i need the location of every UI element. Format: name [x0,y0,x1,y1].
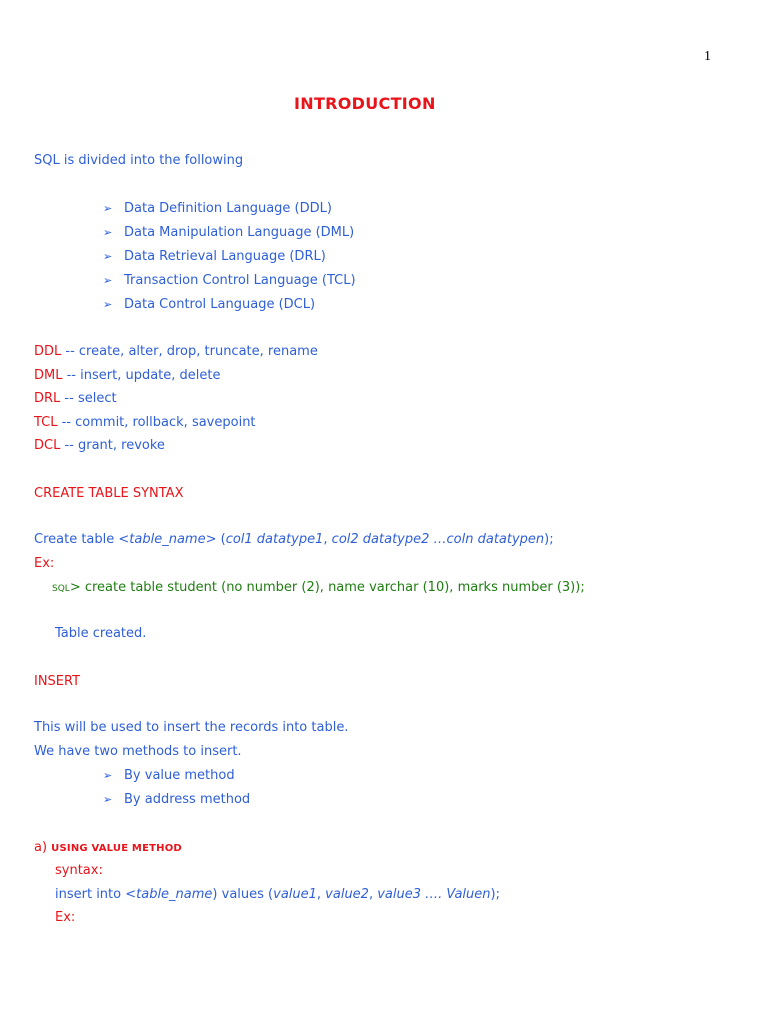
list-item: ➢ Data Retrieval Language (DRL) [103,249,326,264]
list-item: ➢ Data Manipulation Language (DML) [103,225,355,240]
insert-description: We have two methods to insert. [34,744,242,759]
command-line: DML -- insert, update, delete [34,368,221,383]
intro-text: SQL is divided into the following [34,153,244,168]
example-label: Ex: [34,556,55,571]
arrow-bullet-icon: ➢ [103,250,113,263]
list-item: ➢ Transaction Control Language (TCL) [103,273,356,288]
page-number: 1 [704,49,711,64]
arrow-bullet-icon: ➢ [103,769,113,782]
list-item: ➢ By value method [103,768,235,783]
example-label: Ex: [55,910,76,925]
arrow-bullet-icon: ➢ [103,298,113,311]
command-line: DDL -- create, alter, drop, truncate, rename [34,344,318,359]
list-item: ➢ Data Definition Language (DDL) [103,201,332,216]
command-line: DRL -- select [34,391,117,406]
list-item: ➢ Data Control Language (DCL) [103,297,316,312]
command-line: DCL -- grant, revoke [34,438,165,453]
create-syntax: Create table <table_name> (col1 datatype1, col2 datatype2 …coln datatypen); [34,532,554,547]
section-heading: INSERT [34,674,81,689]
section-heading: CREATE TABLE SYNTAX [34,486,184,501]
page-title: INTRODUCTION [294,94,436,113]
arrow-bullet-icon: ➢ [103,226,113,239]
insert-syntax: insert into <table_name) values (value1, value2, value3 …. Valuen); [55,887,500,902]
list-item: ➢ By address method [103,792,251,807]
arrow-bullet-icon: ➢ [103,202,113,215]
insert-description: This will be used to insert the records into table. [34,720,349,735]
command-line: TCL -- commit, rollback, savepoint [34,415,256,430]
arrow-bullet-icon: ➢ [103,274,113,287]
syntax-label: syntax: [55,863,103,878]
arrow-bullet-icon: ➢ [103,793,113,806]
subsection-heading: a) USING VALUE METHOD [34,840,182,855]
result-text: Table created. [55,626,147,641]
create-example: SQL> create table student (no number (2), name varchar (10), marks number (3)); [52,580,585,595]
